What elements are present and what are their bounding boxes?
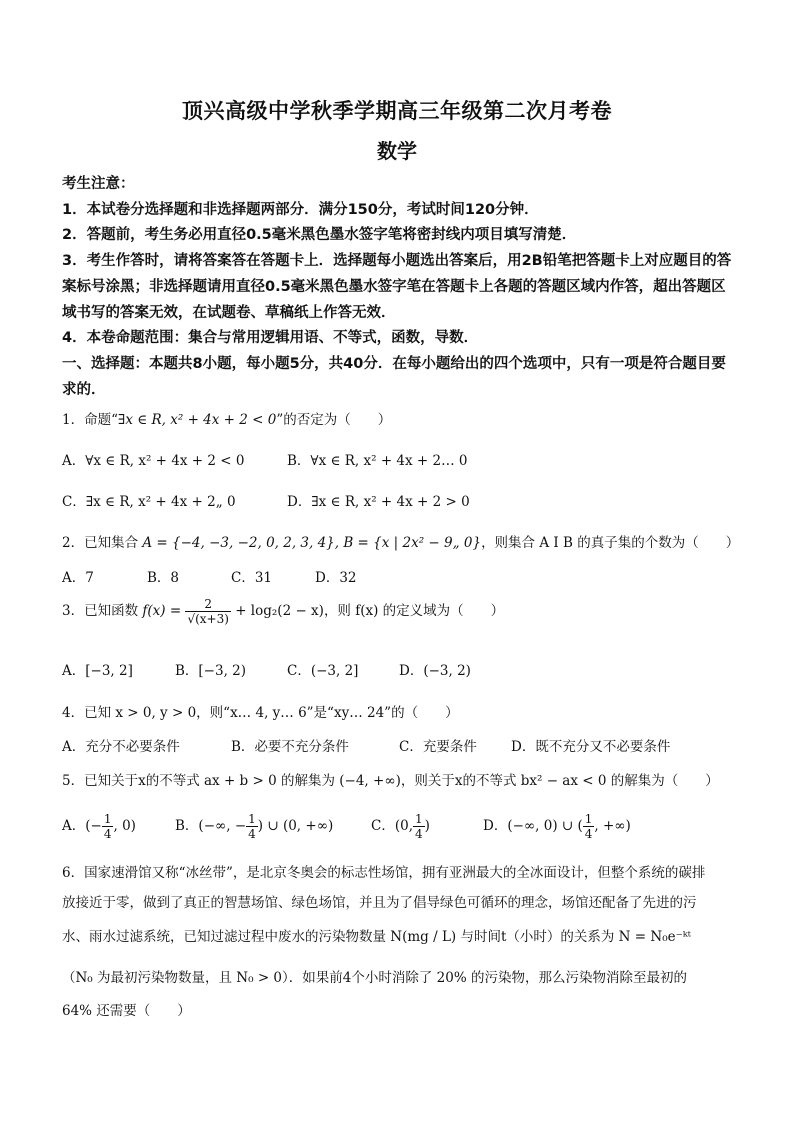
q3-fraction: $\frac{2}{√(x+3)}$: [187, 597, 229, 626]
q3-option-a: A．[−3, 2]: [62, 663, 133, 679]
q4-option-b: B．必要不充分条件: [231, 739, 349, 755]
question-4: 4．已知 x > 0, y > 0，则“x… 4, y… 6”是“xy… 24”的（ ）: [62, 705, 459, 721]
q3-option-d: D．(−3, 2): [399, 663, 471, 679]
q1-math: ∃x ∈ R, x² + 4x + 2 < 0: [118, 412, 277, 428]
question-6-line-5: 64% 还需要（ ）: [62, 1003, 191, 1019]
q5-option-d: D．(−∞, 0) ∪ ( $\frac{1}{4}$ , +∞): [483, 812, 631, 841]
notice-heading: 考生注意：: [62, 176, 135, 192]
q4-option-a: A．充分不必要条件: [62, 739, 180, 755]
q3-option-c: C．(−3, 2]: [287, 663, 359, 679]
q5b-fraction: $\frac{1}{4}$: [248, 812, 256, 841]
notice-item-2: 2．答题前，考生务必用直径0.5毫米黑色墨水签字笔将密封线内项目填写清楚．: [62, 227, 577, 244]
q5-option-a: A．(− $\frac{1}{4}$ , 0): [62, 812, 136, 841]
question-5: 5．已知关于x的不等式 ax + b > 0 的解集为 (−4, +∞)，则关于x的不等式 bx² − ax < 0 的解集为（ ）: [62, 773, 719, 789]
question-2: 2．已知集合 A = {−4, −3, −2, 0, 2, 3, 4}, B = {x | 2x² − 9„ 0}，则集合 A I B 的真子集的个数为（ ）: [62, 535, 740, 551]
q5c-fraction: $\frac{1}{4}$: [415, 812, 423, 841]
q1-option-d: D．∃x ∈ R, x² + 4x + 2 > 0: [287, 494, 470, 510]
q1-option-a: A．∀x ∈ R, x² + 4x + 2 < 0: [62, 453, 245, 469]
notice-block: [62, 172, 732, 403]
q3-option-b: B．[−3, 2): [175, 663, 247, 679]
q2-option-c: C．31: [231, 570, 273, 586]
q2-option-a: A．7: [62, 570, 94, 586]
question-3: 3．已知函数 f(x) = $\frac{2}{√(x+3)}$ + log₂(2 − x)，则 f(x) 的定义域为（ ）: [62, 597, 505, 626]
q1-option-c: C．∃x ∈ R, x² + 4x + 2„ 0: [62, 494, 236, 510]
exam-title: 顶兴高级中学秋季学期高三年级第二次月考卷: [182, 99, 612, 123]
q4-option-d: D．既不充分又不必要条件: [511, 739, 671, 755]
q2-math: A = {−4, −3, −2, 0, 2, 3, 4}, B = {x | 2x² − 9„ 0}: [142, 535, 482, 551]
q5a-fraction: $\frac{1}{4}$: [103, 812, 112, 841]
notice-item-1: 1．本试卷分选择题和非选择题两部分．满分150分，考试时间120分钟．: [62, 201, 539, 218]
section-heading: 一、选择题：本题共8小题，每小题5分，共40分．在每小题给出的四个选项中，只有一项是符合题目要求的．: [62, 355, 726, 398]
q5-option-b: B．(−∞, − $\frac{1}{4}$ ) ∪ (0, +∞): [175, 812, 334, 841]
question-6-line-1: 6．国家速滑馆又称“冰丝带”，是北京冬奥会的标志性场馆，拥有亚洲最大的全冰面设计，但整个系统的碳排: [62, 865, 706, 881]
q1-option-b: B．∀x ∈ R, x² + 4x + 2… 0: [287, 453, 468, 469]
notice-item-3: 3．考生作答时，请将答案答在答题卡上．选择题每小题选出答案后，用2B铅笔把答题卡上对应题目的答案标号涂黑；非选择题请用直径0.5毫米黑色墨水签字笔在答题卡上各题的答题区域内作答，超出答题区域书写的答案无效，在试题卷、草稿纸上作答无效．: [62, 253, 732, 321]
question-6-line-4: （N₀ 为最初污染物数量，且 N₀ > 0）．如果前4个小时消除了 20% 的污染物，那么污染物消除至最初的: [62, 970, 687, 986]
q2-option-d: D．32: [315, 570, 357, 586]
question-6-line-2: 放接近于零，做到了真正的智慧场馆、绿色场馆，并且为了倡导绿色可循环的理念，场馆还配备了先进的污: [62, 895, 697, 911]
q2-option-b: B．8: [147, 570, 180, 586]
q5-option-c: C．(0, $\frac{1}{4}$ ): [371, 812, 430, 841]
question-1: 1．命题“∃x ∈ R, x² + 4x + 2 < 0”的否定为（ ）: [62, 412, 392, 428]
question-6-line-3: 水、雨水过滤系统，已知过滤过程中废水的污染物数量 N(mg / L) 与时间t（小时）的关系为 N = N₀e⁻ᵏᵗ: [62, 929, 691, 945]
q5d-fraction: $\frac{1}{4}$: [584, 812, 593, 841]
notice-item-4: 4．本卷命题范围：集合与常用逻辑用语、不等式，函数，导数．: [62, 330, 479, 347]
subject-title: 数学: [377, 139, 417, 163]
q4-option-c: C．充要条件: [399, 739, 477, 755]
